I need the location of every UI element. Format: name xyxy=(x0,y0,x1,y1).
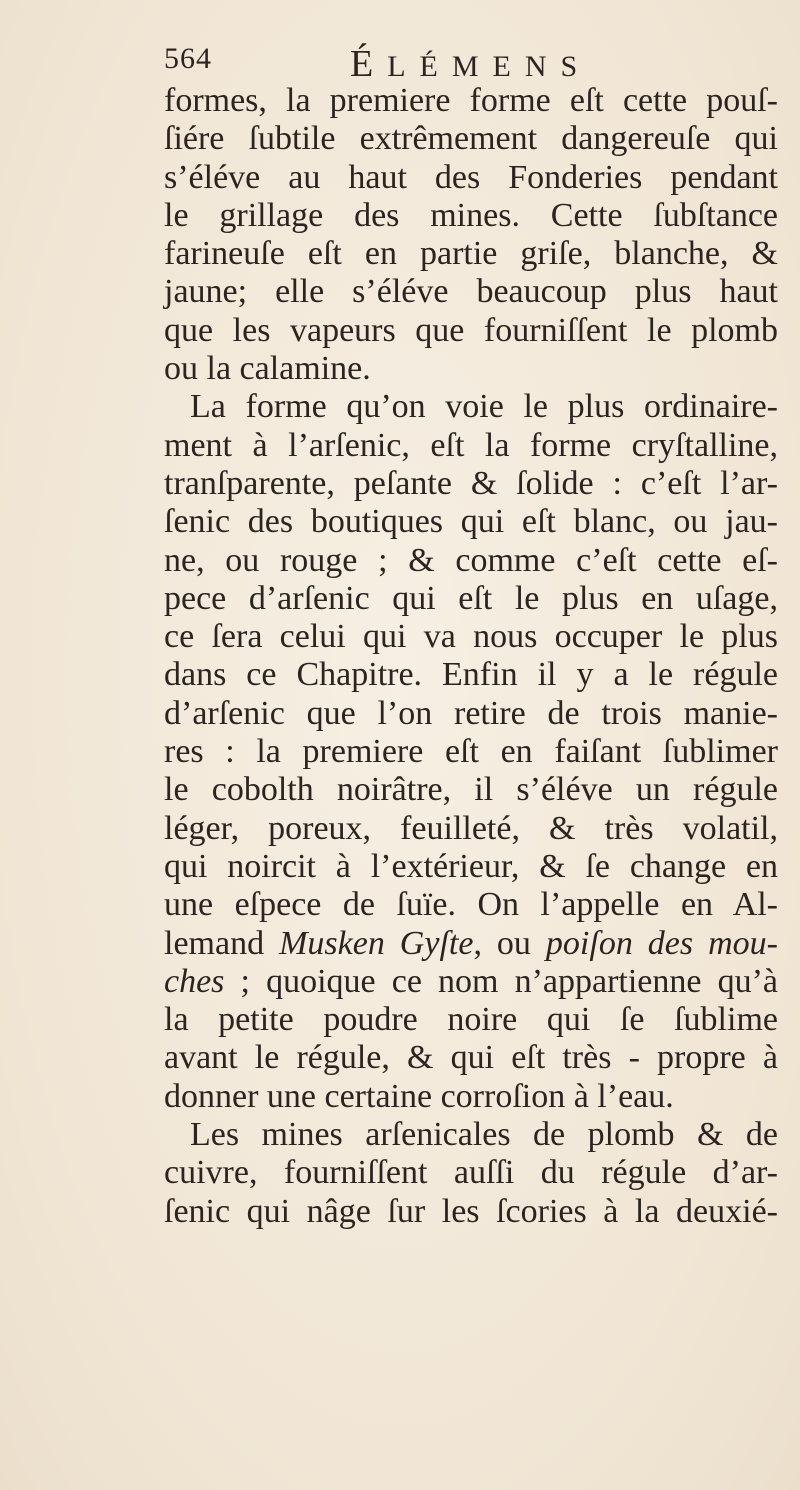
running-title-rest: LÉMENS xyxy=(387,50,592,83)
text-line: une eſpece de ſuïe. On l’appelle en Al- xyxy=(164,886,778,924)
text-line: avant le régule, & qui eſt très - propre à xyxy=(164,1039,778,1077)
text-line: pece d’arſenic qui eſt le plus en uſage, xyxy=(164,579,778,617)
text-fragment: , ou xyxy=(473,924,546,962)
text-fragment: ; quoique ce nom n’appartienne qu’à xyxy=(224,962,778,1000)
text-line: ſiére ſubtile extrêmement dangereuſe qui xyxy=(164,120,778,158)
text-line: cuivre, fourniſſent auſſi du régule d’ar- xyxy=(164,1154,778,1192)
text-line: jaune; elle s’éléve beaucoup plus haut xyxy=(164,273,778,311)
text-line: s’éléve au haut des Fonderies pendant xyxy=(164,158,778,196)
text-line: formes, la premiere forme eſt cette pouſ- xyxy=(164,82,778,119)
italic-term: ches xyxy=(164,962,225,1000)
text-line: ce ſera celui qui va nous occuper le plus xyxy=(164,618,778,656)
text-line: donner une certaine corroſion à l’eau. xyxy=(164,1077,674,1115)
text-line: ou la calamine. xyxy=(164,350,371,388)
italic-term: poiſon des mou- xyxy=(545,924,778,962)
text-line: qui noircit à l’extérieur, & ſe change en xyxy=(164,847,778,885)
text-line: ne, ou rouge ; & comme c’eſt cette eſ- xyxy=(164,541,778,579)
text-line: ſenic des boutiques qui eſt blanc, ou jau- xyxy=(164,503,778,541)
text-line: léger, poreux, feuilleté, & très volatil, xyxy=(164,809,778,847)
paragraph-start-line: La forme qu’on voie le plus ordinaire- xyxy=(190,388,778,426)
text-line: res : la premiere eſt en faiſant ſublimer xyxy=(164,733,778,771)
text-line-with-italics xyxy=(164,925,778,963)
text-fragment: lemand xyxy=(164,924,280,962)
text-line: d’arſenic que l’on retire de trois manie- xyxy=(164,694,778,732)
text-line: ſenic qui nâge ſur les ſcories à la deuxié- xyxy=(164,1192,778,1230)
text-line: la petite poudre noire qui ſe ſublime xyxy=(164,1001,778,1039)
text-line: ment à l’arſenic, eſt la forme cryſtalline, xyxy=(164,426,778,464)
body-text xyxy=(164,82,778,1231)
text-line: farineuſe eſt en partie griſe, blanche, & xyxy=(164,235,778,273)
text-line: tranſparente, peſante & ſolide : c’eſt l’ar- xyxy=(164,464,778,502)
text-line: le cobolth noirâtre, il s’éléve un régule xyxy=(164,771,778,809)
page-header xyxy=(164,42,624,86)
paragraph-start-line: Les mines arſenicales de plomb & de xyxy=(190,1116,778,1154)
text-line: dans ce Chapitre. Enfin il y a le régule xyxy=(164,656,778,694)
italic-term: Musken Gyſte xyxy=(279,924,474,962)
text-line-with-italics xyxy=(164,963,778,1001)
text-line: le grillage des mines. Cette ſubſtance xyxy=(164,196,778,234)
running-title xyxy=(350,42,591,86)
running-title-initial: É xyxy=(350,43,388,85)
page-number: 564 xyxy=(164,42,212,75)
text-line: que les vapeurs que fourniſſent le plomb xyxy=(164,311,778,349)
